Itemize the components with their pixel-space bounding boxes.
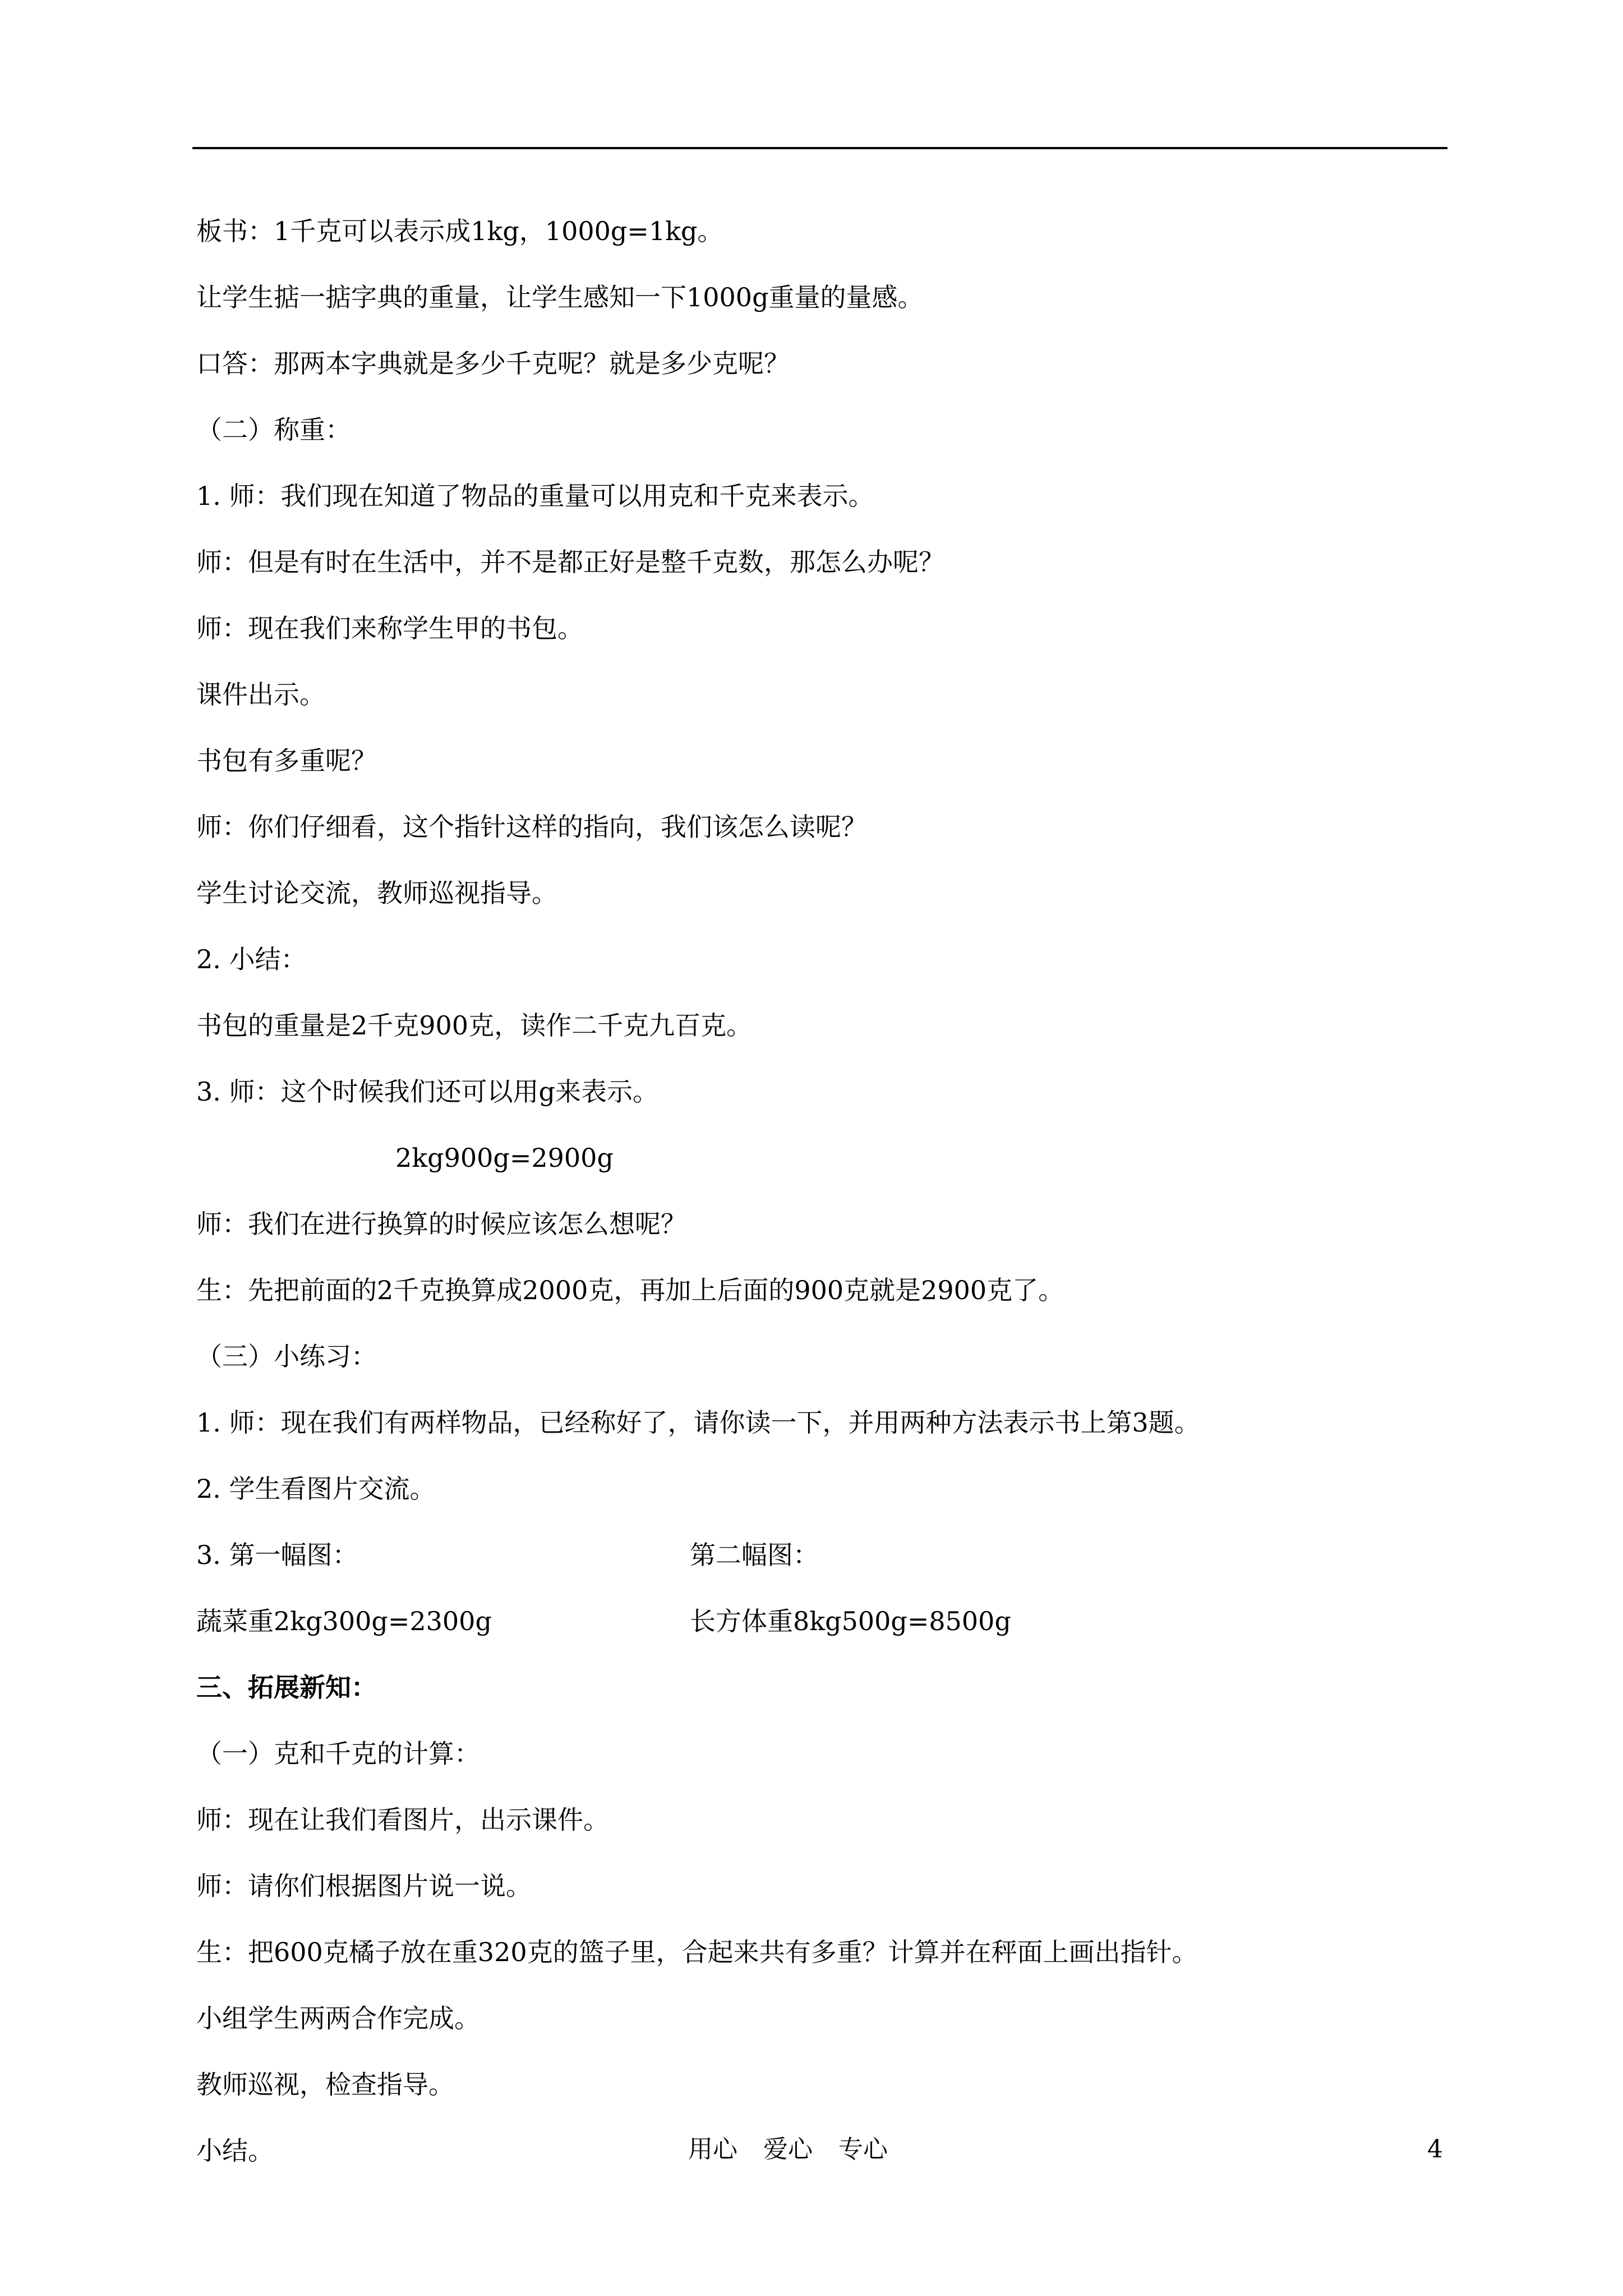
left-column-text: 蔬菜重2kg300g=2300g (196, 1606, 492, 1636)
right-column-text: 第二幅图： (690, 1540, 819, 1570)
text-line: 小结。 (196, 2136, 274, 2166)
section-subheading: （一）克和千克的计算： (196, 1738, 480, 1769)
text-line: 让学生掂一掂字典的重量，让学生感知一下1000g重量的量感。 (196, 282, 924, 312)
header-rule (192, 147, 1447, 149)
text-line: 师：但是有时在生活中，并不是都正好是整千克数，那怎么办呢？ (196, 547, 944, 577)
text-line: 师：请你们根据图片说一说。 (196, 1871, 532, 1901)
footer-motto-word: 专心 (838, 2135, 888, 2164)
text-line: 书包的重量是2千克900克，读作二千克九百克。 (196, 1010, 753, 1041)
right-column-text: 长方体重8kg500g=8500g (690, 1606, 1011, 1636)
text-line: 书包有多重呢？ (196, 746, 377, 776)
text-line: 小组学生两两合作完成。 (196, 2003, 480, 2033)
text-line: 1. 师：现在我们有两样物品，已经称好了，请你读一下，并用两种方法表示书上第3题。 (196, 1407, 1200, 1438)
page-footer (0, 2133, 1623, 2166)
text-line: 生：先把前面的2千克换算成2000克，再加上后面的900克就是2900克了。 (196, 1275, 1064, 1305)
two-column-row (196, 1604, 1447, 1671)
section-subheading: （二）称重： (196, 415, 351, 445)
text-line: 3. 师：这个时候我们还可以用g来表示。 (196, 1076, 658, 1107)
text-line: 学生讨论交流，教师巡视指导。 (196, 878, 557, 908)
text-line: 师：我们在进行换算的时候应该怎么想呢？ (196, 1209, 686, 1239)
text-line: 教师巡视，检查指导。 (196, 2069, 454, 2100)
text-line: 师：现在让我们看图片，出示课件。 (196, 1805, 609, 1835)
text-line: 课件出示。 (196, 679, 325, 710)
page-number: 4 (1427, 2135, 1443, 2164)
footer-motto (688, 2133, 914, 2166)
footer-motto-word: 爱心 (763, 2135, 813, 2164)
document-body (196, 214, 1447, 2200)
left-column-text: 3. 第一幅图： (196, 1540, 358, 1570)
text-line: 师：现在我们来称学生甲的书包。 (196, 613, 583, 643)
text-line: 板书：1千克可以表示成1kg，1000g=1kg。 (196, 216, 723, 246)
formula-line: 2kg900g=2900g (395, 1143, 614, 1173)
footer-motto-word: 用心 (688, 2135, 737, 2164)
text-line: 口答：那两本字典就是多少千克呢？就是多少克呢？ (196, 348, 790, 379)
text-line: 1. 师：我们现在知道了物品的重量可以用克和千克来表示。 (196, 481, 874, 511)
text-line: 生：把600克橘子放在重320克的篮子里，合起来共有多重？计算并在秤面上画出指针。 (196, 1937, 1198, 1967)
two-column-row (196, 1538, 1447, 1604)
section-subheading: （三）小练习： (196, 1341, 377, 1372)
text-line: 2. 学生看图片交流。 (196, 1474, 436, 1504)
text-line: 师：你们仔细看，这个指针这样的指向，我们该怎么读呢？ (196, 812, 867, 842)
text-line: 2. 小结： (196, 944, 307, 974)
section-heading: 三、拓展新知： (196, 1672, 377, 1703)
